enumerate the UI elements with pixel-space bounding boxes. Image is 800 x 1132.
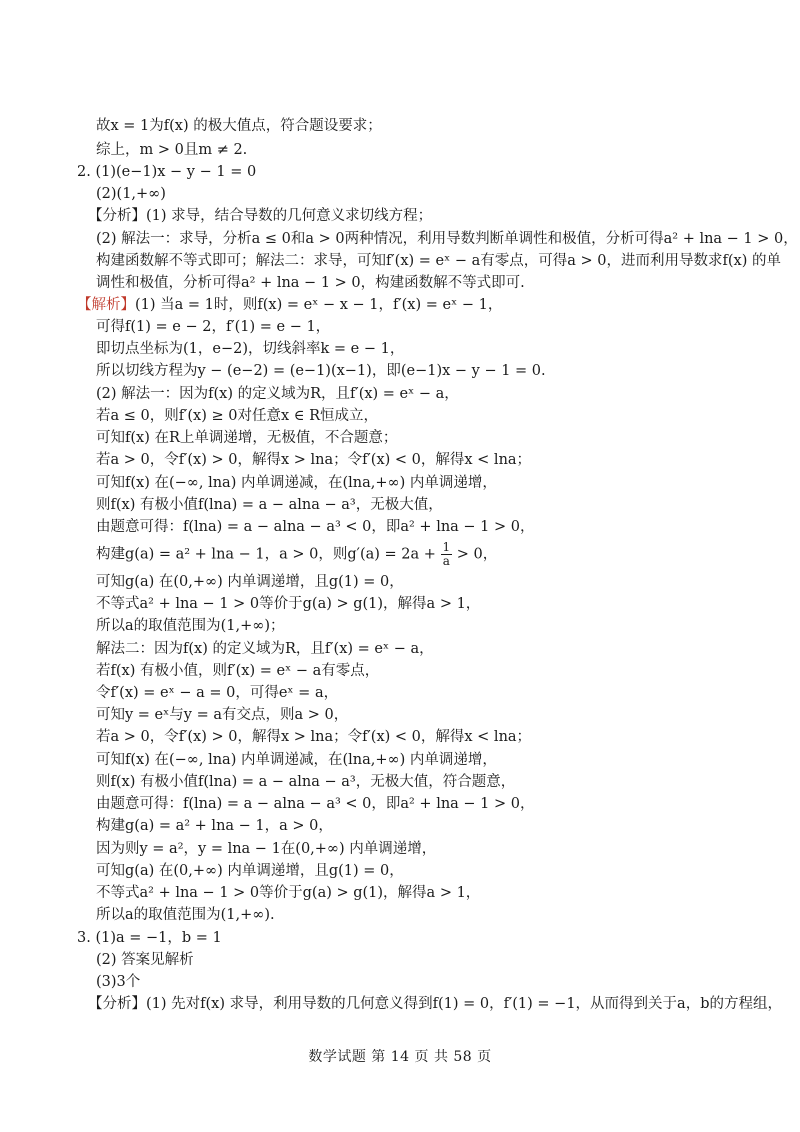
fraction-tail: > 0， [452,546,498,563]
text-line: 构建g(a) = a² + lna − 1，a > 0， [96,818,333,834]
text-line: 构建函数解不等式即可；解法二：求导，可知f′(x) = eˣ − a有零点，可得a > 0，进而利用导数求f(x) 的单 [96,253,781,269]
text-line: 所以a的取值范围为(1,+∞). [96,907,275,923]
fraction-numerator: 1 [442,540,451,554]
text-line: 可知f(x) 在R上单调递增，无极值，不合题意； [96,430,398,446]
text-line: 可知g(a) 在(0,+∞) 内单调递增，且g(1) = 0， [96,863,404,879]
text-line: 即切点坐标为(1，e−2)，切线斜率k = e − 1， [96,341,405,357]
fraction [441,541,453,568]
text-line: 则f(x) 有极小值f(lna) = a − alna − a³，无极大值， [96,497,443,513]
text-line: 可知f(x) 在(−∞, lna) 内单调递减，在(lna,+∞) 内单调递增， [96,752,497,768]
text-line: 因为则y = a²，y = lna − 1在(0,+∞) 内单调递增， [96,841,437,857]
text-line: 可知g(a) 在(0,+∞) 内单调递增，且g(1) = 0， [96,574,404,590]
text-line: 不等式a² + lna − 1 > 0等价于g(a) > g(1)，解得a > 1， [96,596,481,612]
text-line: 【分析】(1) 求导，结合导数的几何意义求切线方程； [88,208,433,224]
text-line: 令f′(x) = eˣ − a = 0，可得eˣ = a， [96,685,339,701]
jiexi-line [77,295,502,315]
text-line: (2) 解法一：求导，分析a ≤ 0和a > 0两种情况，利用导数判断单调性和极值，分析可得a² + lna − 1 > 0， [96,231,798,247]
text-line: 则f(x) 有极小值f(lna) = a − alna − a³，无极大值，符合题意， [96,774,516,790]
text-line: 2. (1)(e−1)x − y − 1 = 0 [77,164,257,180]
text-line: (1) 当a = 1时，则f(x) = eˣ − x − 1，f′(x) = eˣ − 1， [135,297,503,313]
text-line: 所以a的取值范围为(1,+∞)； [96,618,285,634]
text-line: (2) 答案见解析 [96,952,194,968]
text-line: 调性和极值，分析可得a² + lna − 1 > 0，构建函数解不等式即可. [96,275,525,291]
text-line: 3. (1)a = −1，b = 1 [77,930,222,946]
text-line: 由题意可得：f(lna) = a − alna − a³ < 0，即a² + lna − 1 > 0， [96,519,535,535]
text-line: (2)(1,+∞) [96,186,166,202]
text-line: 可知f(x) 在(−∞, lna) 内单调递减，在(lna,+∞) 内单调递增， [96,475,497,491]
jiexi-label: 【解析】 [77,297,135,313]
text-line: 若a > 0，令f′(x) > 0，解得x > lna；令f′(x) < 0，解得x < lna； [96,452,532,468]
text-line: 若a > 0，令f′(x) > 0，解得x > lna；令f′(x) < 0，解得x < lna； [96,729,532,745]
text-line: 解法二：因为f(x) 的定义域为R，且f′(x) = eˣ − a， [96,641,434,657]
text-line: (3)3个 [96,974,141,990]
text-line: (2) 解法一：因为f(x) 的定义域为R，且f′(x) = eˣ − a， [96,386,459,402]
text-line: 可得f(1) = e − 2，f′(1) = e − 1， [96,319,331,335]
text-line: 由题意可得：f(lna) = a − alna − a³ < 0，即a² + lna − 1 > 0， [96,796,535,812]
text-line: 不等式a² + lna − 1 > 0等价于g(a) > g(1)，解得a > 1， [96,885,481,901]
text-line: 【分析】(1) 先对f(x) 求导，利用导数的几何意义得到f(1) = 0，f′(1) = −1，从而得到关于a，b的方程组， [88,996,782,1012]
text-line: 故x = 1为f(x) 的极大值点，符合题设要求； [96,118,382,134]
fraction-denominator: a [442,554,450,568]
fraction-line [96,541,497,568]
text-line: 所以切线方程为y − (e−2) = (e−1)(x−1)，即(e−1)x − y − 1 = 0. [96,363,546,379]
text-line: 综上，m > 0且m ≠ 2. [96,142,248,158]
text-line: 可知y = eˣ与y = a有交点，则a > 0， [96,707,349,723]
page-footer: 数学试题 第 14 页 共 58 页 [308,1049,492,1065]
text-line: 若a ≤ 0，则f′(x) ≥ 0对任意x ∈ R恒成立， [96,408,379,424]
text-line: 若f(x) 有极小值，则f′(x) = eˣ − a有零点， [96,663,380,679]
text-line: 构建g(a) = a² + lna − 1，a > 0，则g′(a) = 2a + [96,546,436,563]
